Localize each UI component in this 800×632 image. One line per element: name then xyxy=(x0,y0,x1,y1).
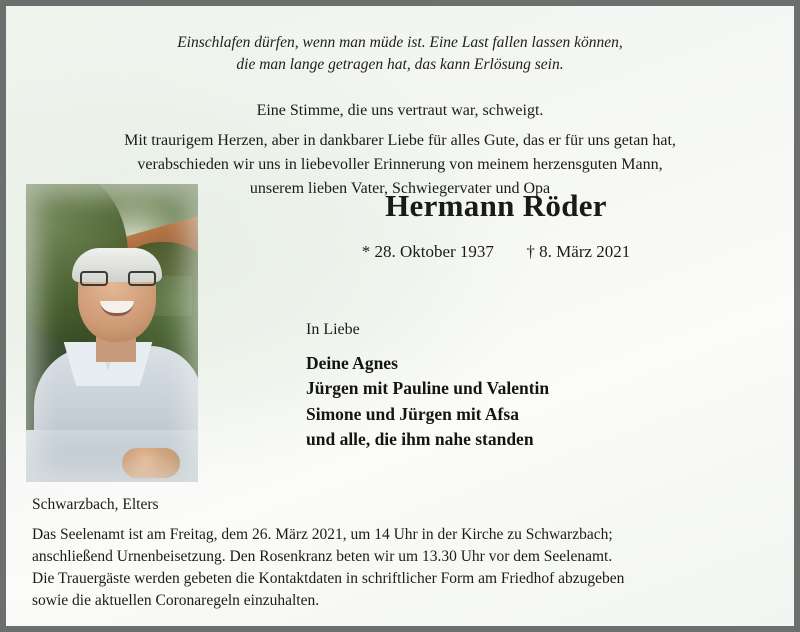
death-date: † 8. März 2021 xyxy=(526,242,631,261)
deceased-block xyxy=(216,188,776,262)
intro-line-1: Mit traurigem Herzen, aber in dankbarer Liebe für alles Gute, das er für uns getan hat, xyxy=(124,131,676,149)
notice-inner xyxy=(6,6,794,626)
service-line-1: Das Seelenamt ist am Freitag, dem 26. März 2021, um 14 Uhr in der Kirche zu Schwarzbach; xyxy=(32,526,613,543)
intro-lead: Eine Stimme, die uns vertraut war, schweigt. xyxy=(256,101,544,119)
dedication-name-2: Jürgen mit Pauline und Valentin xyxy=(306,378,550,399)
place-line: Schwarzbach, Elters xyxy=(32,496,159,513)
dedication-name-4: und alle, die ihm nahe standen xyxy=(306,429,534,450)
portrait-photo xyxy=(26,184,198,482)
photo-vignette xyxy=(26,184,198,482)
service-line-4: sowie die aktuellen Coronaregeln einzuhalten. xyxy=(32,592,320,609)
life-dates xyxy=(216,242,776,262)
verse-line-1: Einschlafen dürfen, wenn man müde ist. Eine Last fallen lassen können, xyxy=(177,34,623,51)
verse-block xyxy=(70,32,730,77)
dedication-block xyxy=(306,321,549,453)
dedication-name-3: Simone und Jürgen mit Afsa xyxy=(306,403,519,424)
footer-block xyxy=(32,496,768,612)
birth-date: * 28. Oktober 1937 xyxy=(361,242,494,261)
service-line-3: Die Trauergäste werden gebeten die Kontaktdaten in schriftlicher Form am Friedhof abzugeben xyxy=(32,570,625,587)
service-line-2: anschließend Urnenbeisetzung. Den Rosenkranz beten wir um 13.30 Uhr vor dem Seelenamt. xyxy=(32,548,613,565)
dedication-names xyxy=(306,351,549,453)
deceased-name: Hermann Röder xyxy=(385,188,607,223)
dedication-name-1: Deine Agnes xyxy=(306,353,398,373)
intro-line-2: verabschieden wir uns in liebevoller Erinnerung von meinem herzensguten Mann, xyxy=(137,155,663,173)
verse-line-2: die man lange getragen hat, das kann Erlösung sein. xyxy=(236,56,564,74)
dedication-label: In Liebe xyxy=(306,321,360,338)
intro-line-3: unserem lieben Vater, Schwiegervater und Opa xyxy=(249,179,551,197)
service-details xyxy=(32,524,768,612)
